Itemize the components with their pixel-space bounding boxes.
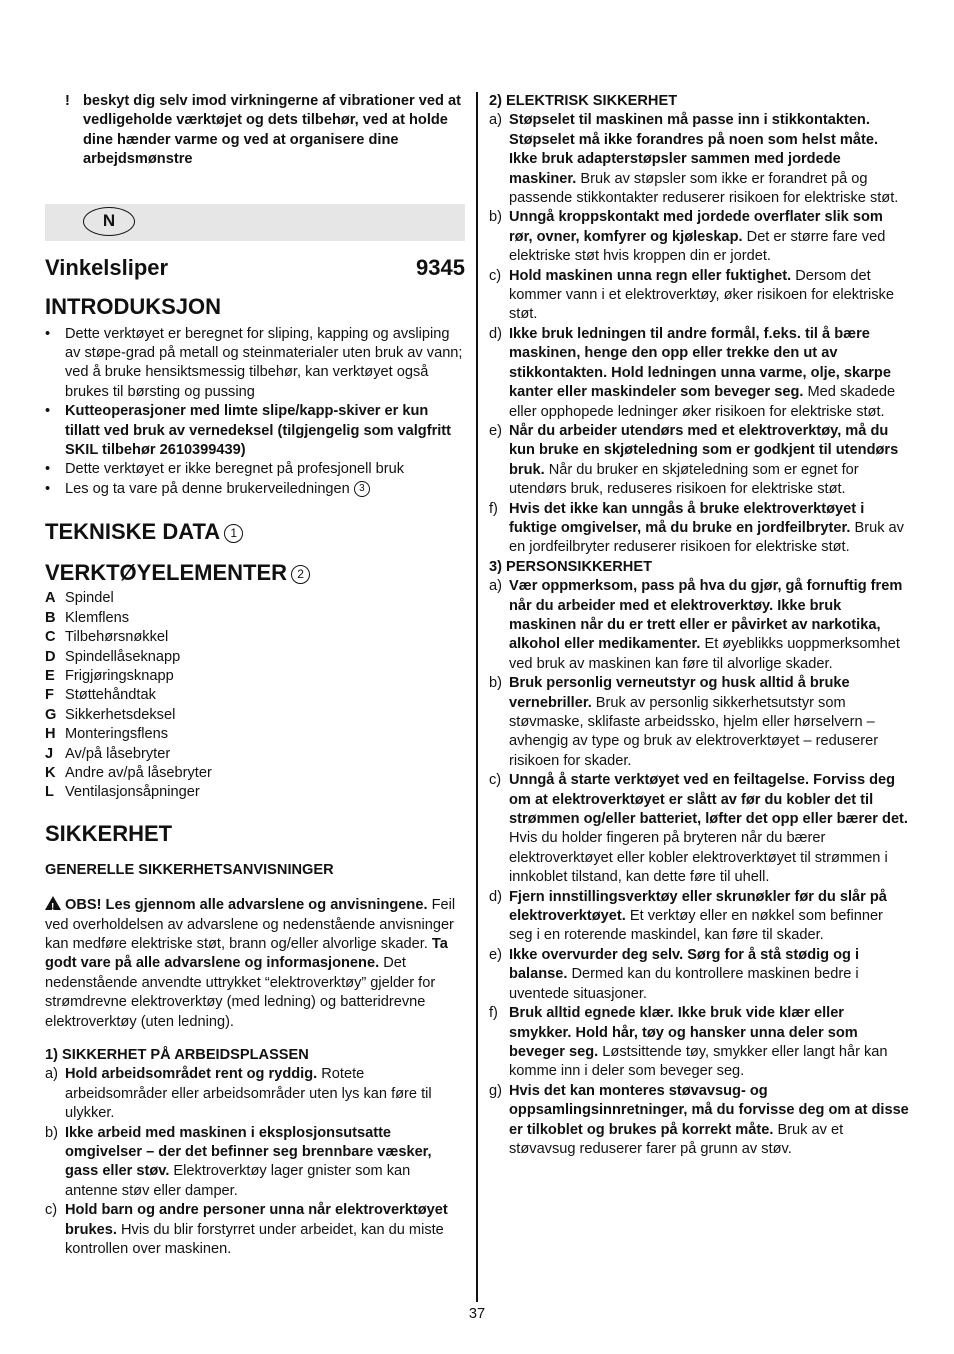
parts-list: [45, 589, 465, 802]
intro-heading: INTRODUKSJON: [45, 293, 222, 319]
part-item: [45, 648, 465, 667]
part-label: Andre av/på låsebryter: [65, 764, 212, 781]
item-letter: f): [489, 500, 498, 517]
figure-ref-1: 1: [224, 524, 243, 543]
part-label: Monteringsflens: [65, 726, 169, 743]
part-label: Tilbehørsnøkkel: [65, 629, 169, 646]
part-label: Spindellåseknapp: [65, 648, 181, 665]
item-text: Støpselet til maskinen må passe inn i stikkontakten. Støpselet må ikke forandres på noen som helst måte. Ikke bruk adapterstøpsler sammen med jordede maskiner. Bruk av støpsler som ikke er forandret på og passende stikkontakter reduserer risikoen for elektriske støt.: [509, 112, 899, 207]
exclamation-mark: !: [65, 93, 70, 109]
part-item: [45, 745, 465, 764]
item-text: Ikke bruk ledningen til andre formål, f.eks. til å bære maskinen, henge den opp eller trekke den ut av stikkontakten. Hold ledningen unna varme, olje, skarpe kanter eller maskindeler som beveger seg. Med skadede eller opphopede ledninger øker risikoen for elektriske støt.: [509, 325, 896, 420]
part-item: [45, 706, 465, 725]
vibration-warning-text: beskyt dig selv imod virkningerne af vibrationer ved at vedligeholde værktøjet og dets tilbehør, ved at holde dine hænder varme og ved at organisere dine arbejdsmønstre: [83, 93, 461, 168]
item-text: Hvis det kan monteres støvavsug- og oppsamlingsinnretninger, må du forvisse deg om at disse er tilkoblet og brukes på korrekt måte. Bruk av et støvavsug reduserer farer på grunn av støv.: [509, 1082, 909, 1157]
bullet-mark: •: [45, 480, 51, 497]
item-text: Vær oppmerksom, pass på hva du gjør, gå fornuftig frem når du arbeider med et elektroverktøy. Ikke bruk maskinen når du er trett eller er påvirket av narkotika, alkohol eller medikamenter. Et øyeblikks uoppmerksomhet ved bruk av maskinen kan føre til alvorlige skader.: [509, 578, 903, 672]
part-label: Sikkerhetsdeksel: [65, 706, 176, 723]
safety-section-personal: [489, 558, 909, 1160]
safety-item: [45, 1065, 465, 1123]
part-item: [45, 667, 465, 686]
item-letter: d): [489, 888, 502, 905]
safety-item: [489, 325, 909, 422]
item-letter: d): [489, 325, 502, 342]
item-text: Bruk personlig verneutstyr og husk alltid å bruke vernebriller. Bruk av personlig sikkerhetsutstyr som støvmaske, sklifaste arbeidssko, hjelm eller hørselvern – avhengig av type og bruk av elektroverktøyet – reduserer risikoen for skader.: [509, 675, 879, 769]
item-letter: e): [489, 422, 502, 439]
bullet-text: Dette verktøyet er ikke beregnet på profesjonell bruk: [65, 461, 405, 478]
language-band: [45, 204, 465, 241]
product-number: 9345: [416, 254, 465, 280]
safety-item: [489, 946, 909, 1004]
item-text: Hvis det ikke kan unngås å bruke elektroverktøyet i fuktige omgivelser, må du bruke en jordfeilbryter. Bruk av en jordfeilbryter reduserer risikoen for elektriske støt.: [509, 500, 904, 556]
safety-item: [489, 674, 909, 771]
item-text: Når du arbeider utendørs med et elektroverktøy, må du kun bruke en skjøteledning som er godkjent til utendørs bruk. Når du bruker en skjøteledning som er egnet for utendørs bruk, reduseres risikoen for elektriske støt.: [509, 422, 899, 498]
part-key: C: [45, 629, 56, 646]
safety-item: [489, 111, 909, 208]
item-letter: c): [489, 267, 502, 284]
language-badge: N: [83, 207, 135, 236]
safety-item: [489, 771, 909, 887]
part-key: E: [45, 667, 55, 684]
item-text: Hold maskinen unna regn eller fuktighet. Dersom det kommer vann i et elektroverktøy, øker risikoen for elektriske støt.: [509, 267, 894, 323]
part-item: [45, 686, 465, 705]
item-text: Unngå kroppskontakt med jordede overflater slik som rør, ovner, komfyrer og kjøleskap. Det er større fare ved elektriske støt hvis kroppen din er jordet.: [509, 209, 886, 265]
item-letter: c): [489, 772, 502, 789]
page-number: 37: [468, 1306, 486, 1322]
item-text: Hold barn og andre personer unna når elektroverktøyet brukes. Hvis du blir forstyrret under arbeidet, kan du miste kontrollen over maskinen.: [65, 1202, 448, 1258]
left-column: [45, 92, 465, 1259]
obs-bold-2: Ta godt vare på alle advarslene og informasjonene.: [45, 935, 448, 972]
safety-item: [489, 1082, 909, 1160]
obs-text-1: Feil ved overholdelsen av advarslene og nedenstående anvisninger kan medføre elektriske støt, brann og/eller alvorlige skader.: [45, 897, 456, 952]
item-letter: a): [45, 1066, 58, 1083]
intro-bullet: [45, 460, 465, 479]
vibration-warning: [65, 92, 465, 170]
safety-item: [489, 208, 909, 266]
bullet-mark: •: [45, 403, 51, 420]
obs-paragraph: [45, 896, 465, 1032]
section-heading: 1) SIKKERHET PÅ ARBEIDSPLASSEN: [45, 1047, 309, 1063]
safety-heading: SIKKERHET: [45, 820, 173, 846]
part-label: Av/på låsebryter: [65, 745, 171, 762]
safety-item: [489, 500, 909, 558]
bullet-text: Dette verktøyet er beregnet for sliping, kapping og avsliping av støpe-grad på metall og steinmaterialer uten bruk av vann; ved å bruke hensiktsmessig tilbehør, kan verktøyet også brukes til børsting og pussing: [65, 325, 463, 400]
part-key: A: [45, 590, 56, 607]
safety-item: [489, 267, 909, 325]
part-label: Ventilasjonsåpninger: [65, 784, 200, 801]
part-key: H: [45, 726, 56, 743]
item-text: Hold arbeidsområdet rent og ryddig. Rotete arbeidsområder eller arbeidsområder uten lys kan føre til ulykker.: [65, 1066, 432, 1122]
part-key: D: [45, 648, 56, 665]
section-heading: 2) ELEKTRISK SIKKERHET: [489, 93, 678, 109]
part-key: B: [45, 609, 56, 626]
bullet-text: Kutteoperasjoner med limte slipe/kapp-skiver er kun tillatt ved bruk av vernedeksel (tilgjengelig som valgfritt SKIL tilbehør 2610399439): [65, 403, 452, 459]
part-item: [45, 783, 465, 802]
safety-item: [489, 888, 909, 946]
item-text: Unngå å starte verktøyet ved en feiltagelse. Forviss deg om at elektroverktøyet er slått av før du kobler det til strømmen og/eller batteriet, løfter det opp eller bærer det. Hvis du holder fingeren på bryteren når du bærer elektroverktøyet eller kobler elektroverktøyet til strømmen i innkoblet tilstand, kan dette føre til uhell.: [509, 772, 908, 886]
intro-bullet-list: [45, 325, 465, 500]
safety-item: [489, 577, 909, 674]
intro-bullet: [45, 480, 465, 499]
tech-data-label: TEKNISKE DATA: [45, 519, 221, 545]
item-letter: a): [489, 578, 502, 595]
figure-ref-2: 2: [291, 565, 310, 584]
part-key: F: [45, 687, 54, 704]
tool-elements-label: VERKTØYELEMENTER: [45, 560, 288, 586]
part-label: Frigjøringsknapp: [65, 667, 174, 684]
warning-triangle-icon: [45, 896, 61, 910]
item-text: Bruk alltid egnede klær. Ikke bruk vide klær eller smykker. Hold hår, tøy og hansker unna deler som beveger seg. Løstsittende tøy, smykker eller langt hår kan komme inn i deler som beveger seg.: [509, 1005, 888, 1080]
item-letter: e): [489, 946, 502, 963]
safety-section-electrical: [489, 92, 909, 558]
safety-section-workplace: [45, 1046, 465, 1259]
general-safety-heading: GENERELLE SIKKERHETSANVISNINGER: [45, 861, 334, 878]
item-text: Fjern innstillingsverktøy eller skrunøkler før du slår på elektroverktøyet. Et verktøy eller en nøkkel som befinner seg i en roterende maskindel, kan føre til skader.: [509, 888, 887, 944]
bullet-text: Les og ta vare på denne brukerveiledningen 3: [65, 480, 370, 499]
item-letter: f): [489, 1005, 498, 1022]
intro-bullet: [45, 402, 465, 460]
part-key: J: [45, 745, 54, 762]
figure-ref-3: 3: [354, 481, 370, 497]
safety-item: [489, 1004, 909, 1082]
column-divider: [476, 92, 478, 1302]
part-key: L: [45, 784, 54, 801]
intro-bullet: [45, 325, 465, 403]
tool-elements-heading: [45, 560, 465, 586]
bullet-mark: •: [45, 461, 51, 478]
part-item: [45, 725, 465, 744]
item-letter: b): [489, 209, 502, 226]
part-label: Støttehåndtak: [65, 687, 156, 704]
part-item: [45, 628, 465, 647]
item-letter: g): [489, 1082, 502, 1099]
tech-data-heading: [45, 519, 465, 545]
obs-bold-1: OBS! Les gjennom alle advarslene og anvisningene.: [65, 897, 428, 914]
safety-item: [489, 422, 909, 500]
part-key: G: [45, 706, 57, 723]
part-item: [45, 609, 465, 628]
part-key: K: [45, 764, 56, 781]
part-item: [45, 589, 465, 608]
safety-item: [45, 1124, 465, 1202]
item-letter: a): [489, 112, 502, 129]
item-letter: b): [489, 675, 502, 692]
obs-text-2: Det nedenstående anvendte uttrykket “elektroverktøy” gjelder for strømdrevne elektroverktøy (med ledning) og batteridrevne elektroverktøy (uten ledning).: [45, 955, 436, 1030]
section-heading: 3) PERSONSIKKERHET: [489, 558, 652, 575]
safety-item: [45, 1201, 465, 1259]
bullet-mark: •: [45, 325, 51, 342]
part-label: Klemflens: [65, 609, 130, 626]
item-text: Ikke overvurder deg selv. Sørg for å stå stødig og i balanse. Dermed kan du kontrollere maskinen bedre i uventede situasjoner.: [509, 946, 860, 1002]
part-label: Spindel: [65, 590, 114, 607]
product-title: [45, 255, 465, 281]
item-letter: c): [45, 1202, 58, 1219]
item-text: Ikke arbeid med maskinen i eksplosjonsutsatte omgivelser – der det befinner seg brennbare væsker, gass eller støv. Elektroverktøy lager gnister som kan antenne støv eller damper.: [65, 1124, 432, 1199]
item-letter: b): [45, 1124, 58, 1141]
right-column: [489, 92, 909, 1159]
product-name: Vinkelsliper: [45, 254, 169, 280]
part-item: [45, 764, 465, 783]
